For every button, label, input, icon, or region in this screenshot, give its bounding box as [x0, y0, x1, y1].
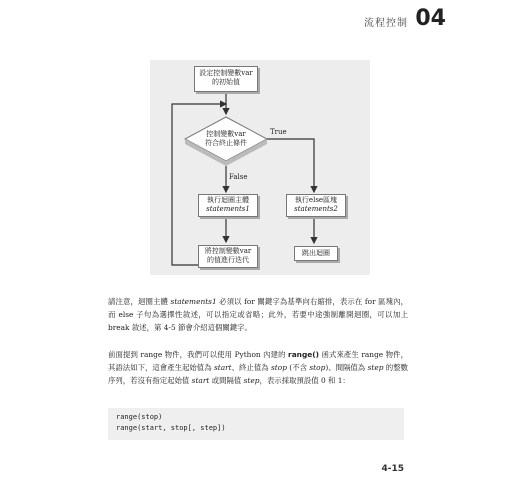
- paragraph-1: 請注意，迴圈主體 statements1 必須以 for 關鍵字為基準向右縮排，表示在 for 區塊內，而 else 子句為選擇性敘述，可以指定或省略；此外，若要中途強制離開迴圈，可以加上 break 敘述，第 4-5 節會介紹這個關鍵字。: [108, 297, 409, 332]
- page-number: 4-15: [381, 464, 404, 474]
- exit-box: 跳出迴圈: [294, 246, 338, 261]
- code-line-1: range(stop): [116, 413, 163, 421]
- chapter-header-number: 04: [415, 6, 446, 31]
- code-line-2: range(start, stop[, step]): [116, 424, 226, 432]
- loop-body-box: 執行迴圈主體 statements1: [198, 194, 258, 217]
- false-label: False: [229, 173, 248, 181]
- init-box: 設定控制變數var 的初始值: [194, 66, 258, 92]
- arrow-true: [267, 139, 314, 192]
- update-box: 將控制變數var 的值進行迭代: [198, 245, 258, 268]
- else-body-box: 執行else區塊 statements2: [286, 194, 346, 217]
- true-label: True: [270, 128, 287, 136]
- flowchart-connectors: [150, 60, 370, 275]
- condition-label: 控制變數var 符合終止條件: [205, 130, 247, 147]
- code-block: [108, 408, 404, 440]
- chapter-header-title: 流程控制: [364, 18, 408, 29]
- paragraph-2: 前面提到 range 物件，我們可以使用 Python 內建的 range() 函式來產生 range 物件，其語法如下，這會產生起始值為 start、終止值為 stop (不含 stop)、間隔值為 step 的整數序列，若沒有指定起始值 start 或間隔值 step，表示採取預設值 0 和 1：: [108, 350, 409, 385]
- flowchart-figure: [150, 60, 370, 275]
